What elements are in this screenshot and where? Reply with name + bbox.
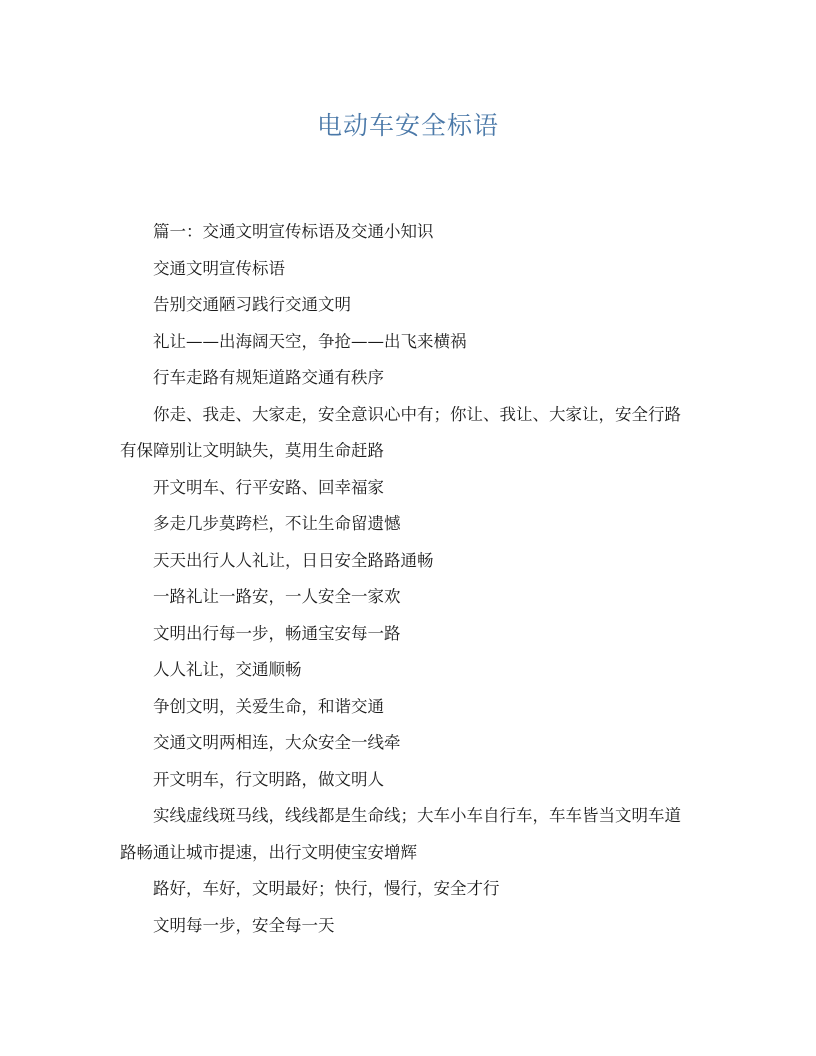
paragraph: 路好，车好，文明最好；快行，慢行，安全才行 bbox=[153, 879, 500, 898]
paragraph: 多走几步莫跨栏，不让生命留遗憾 bbox=[153, 514, 401, 533]
paragraph: 行车走路有规矩道路交通有秩序 bbox=[153, 368, 384, 387]
paragraph: 篇一：交通文明宣传标语及交通小知识 bbox=[153, 222, 434, 241]
document-title: 电动车安全标语 bbox=[316, 111, 499, 140]
paragraph: 礼让——出海阔天空，争抢——出飞来横祸 bbox=[153, 331, 467, 351]
paragraph: 开文明车、行平安路、回幸福家 bbox=[153, 477, 384, 497]
paragraph: 开文明车，行文明路，做文明人 bbox=[153, 769, 384, 789]
paragraph: 交通文明两相连，大众安全一线牵 bbox=[153, 733, 401, 752]
paragraph: 实线虚线斑马线，线线都是生命线；大车小车自行车，车车皆当文明车道路畅通让城市提速，出行文明使宝安增辉 bbox=[120, 806, 681, 862]
paragraph: 天天出行人人礼让，日日安全路路通畅 bbox=[153, 550, 434, 570]
document-body bbox=[120, 214, 696, 944]
paragraph: 文明出行每一步，畅通宝安每一路 bbox=[153, 623, 401, 643]
paragraph: 一路礼让一路安，一人安全一家欢 bbox=[153, 587, 401, 606]
paragraph: 交通文明宣传标语 bbox=[153, 258, 285, 278]
paragraph: 争创文明，关爱生命，和谐交通 bbox=[153, 696, 384, 716]
paragraph: 文明每一步，安全每一天 bbox=[153, 915, 335, 935]
paragraph: 人人礼让，交通顺畅 bbox=[153, 660, 302, 679]
paragraph: 你走、我走、大家走，安全意识心中有；你让、我让、大家让，安全行路有保障别让文明缺失，莫用生命赶路 bbox=[120, 404, 681, 460]
paragraph: 告别交通陋习践行交通文明 bbox=[153, 295, 351, 314]
